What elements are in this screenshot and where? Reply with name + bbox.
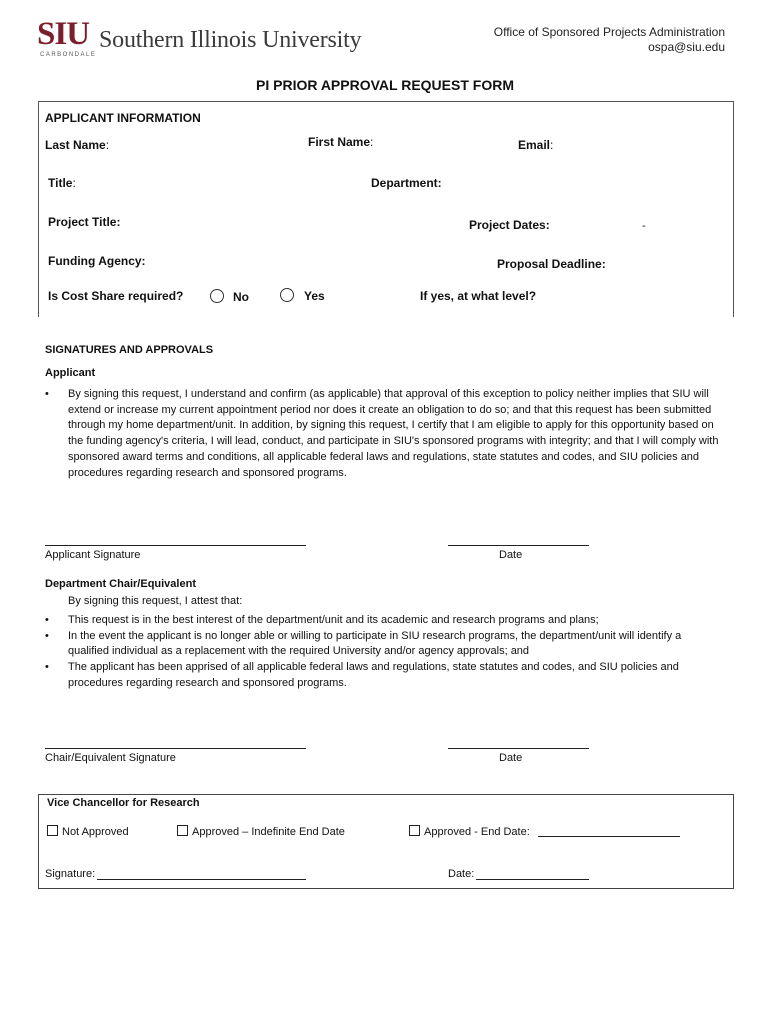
applicant-signature-label: Applicant Signature — [45, 549, 141, 561]
chair-signature-line[interactable] — [45, 748, 306, 749]
approved-end-date-checkbox[interactable] — [409, 825, 420, 836]
funding-agency-label[interactable]: Funding Agency: — [48, 254, 146, 268]
chair-date-label: Date — [499, 752, 523, 764]
applicant-section-title: APPLICANT INFORMATION — [45, 111, 201, 125]
chair-date-line[interactable] — [448, 748, 589, 749]
approved-indefinite-checkbox[interactable] — [177, 825, 188, 836]
applicant-heading: Applicant — [45, 367, 96, 379]
not-approved-checkbox[interactable] — [47, 825, 58, 836]
applicant-signature-line[interactable] — [45, 545, 306, 546]
chair-intro: By signing this request, I attest that: — [68, 595, 243, 607]
applicant-statement-text: By signing this request, I understand and confirm (as applicable) that approval of this exception to policy neither implies that SIU will extend or increase my current appointment period nor does it create an obligation to do so; and that this request has been submitted through my home department/unit. In addition, by signing this request, I certify that I am eligible to apply for this opportunity based on the funding agency's criteria, I will lead, conduct, and participate in SIU's sponsored programs with integrity; and that I will comply with sponsored award terms and conditions, all applicable federal laws and regulations, state statutes and codes, and SIU policies and procedures regarding research and sponsored programs. — [68, 388, 719, 479]
first-name-label[interactable]: First Name: — [308, 135, 374, 149]
university-name: Southern Illinois University — [99, 27, 362, 53]
list-item: • This request is in the best interest of the department/unit and its academic and research programs and plans; — [45, 613, 715, 629]
list-item: • The applicant has been apprised of all applicable federal laws and regulations, state statutes and codes, and SIU policies and procedures regarding research and sponsored programs. — [45, 661, 679, 689]
bullet-dot: • — [45, 661, 49, 674]
office-name: Office of Sponsored Projects Administration — [493, 25, 725, 39]
applicant-date-line[interactable] — [448, 545, 589, 546]
cost-share-level-label[interactable]: If yes, at what level? — [420, 289, 537, 303]
last-name-label[interactable]: Last Name: — [45, 138, 110, 152]
vcr-heading: Vice Chancellor for Research — [47, 797, 200, 809]
chair-attestation-list — [45, 613, 715, 692]
applicant-info-box — [38, 101, 734, 317]
office-info — [494, 25, 725, 55]
email-label[interactable]: Email: — [518, 138, 554, 152]
vcr-date-line[interactable] — [476, 879, 589, 880]
applicant-date-label: Date — [499, 549, 523, 561]
cost-share-no-radio[interactable] — [210, 289, 224, 303]
bullet-dot: • — [45, 629, 49, 642]
proposal-deadline-label[interactable]: Proposal Deadline: — [497, 257, 606, 271]
applicant-statement — [45, 387, 721, 481]
cost-share-question: Is Cost Share required? — [48, 289, 184, 303]
vcr-signature-label: Signature: — [45, 868, 96, 880]
title-label[interactable]: Title: — [48, 176, 76, 190]
chair-signature-label: Chair/Equivalent Signature — [45, 752, 176, 764]
bullet-dot: • — [45, 388, 49, 400]
project-title-label[interactable]: Project Title: — [48, 215, 121, 229]
bullet-dot: • — [45, 614, 49, 626]
project-dates-label[interactable]: Project Dates: — [469, 218, 550, 232]
office-email[interactable]: ospa@siu.edu — [648, 40, 725, 54]
form-title: PI PRIOR APPROVAL REQUEST FORM — [256, 77, 514, 93]
not-approved-option[interactable]: Not Approved — [47, 825, 129, 838]
cost-share-no-label[interactable]: No — [233, 290, 249, 304]
end-date-line[interactable] — [538, 836, 680, 837]
logo-subtitle: CARBONDALE — [40, 52, 97, 58]
department-label[interactable]: Department: — [371, 176, 442, 190]
approved-indefinite-option[interactable]: Approved – Indefinite End Date — [177, 825, 345, 838]
project-dates-separator: - — [642, 220, 646, 232]
cost-share-yes-radio[interactable] — [280, 288, 294, 302]
signatures-section-title: SIGNATURES AND APPROVALS — [45, 344, 214, 356]
vcr-signature-line[interactable] — [97, 879, 306, 880]
cost-share-yes-label[interactable]: Yes — [304, 289, 325, 303]
vcr-date-label: Date: — [448, 868, 475, 880]
list-item: • In the event the applicant is no longer able or willing to participate in SIU research programs, the department/unit will identify a qualified individual as a replacement with the required University and/or agency approvals; and — [45, 629, 682, 658]
siu-logo-mark: SIU — [37, 16, 90, 52]
chair-heading: Department Chair/Equivalent — [45, 578, 196, 590]
approved-end-date-option[interactable]: Approved - End Date: — [409, 825, 530, 838]
